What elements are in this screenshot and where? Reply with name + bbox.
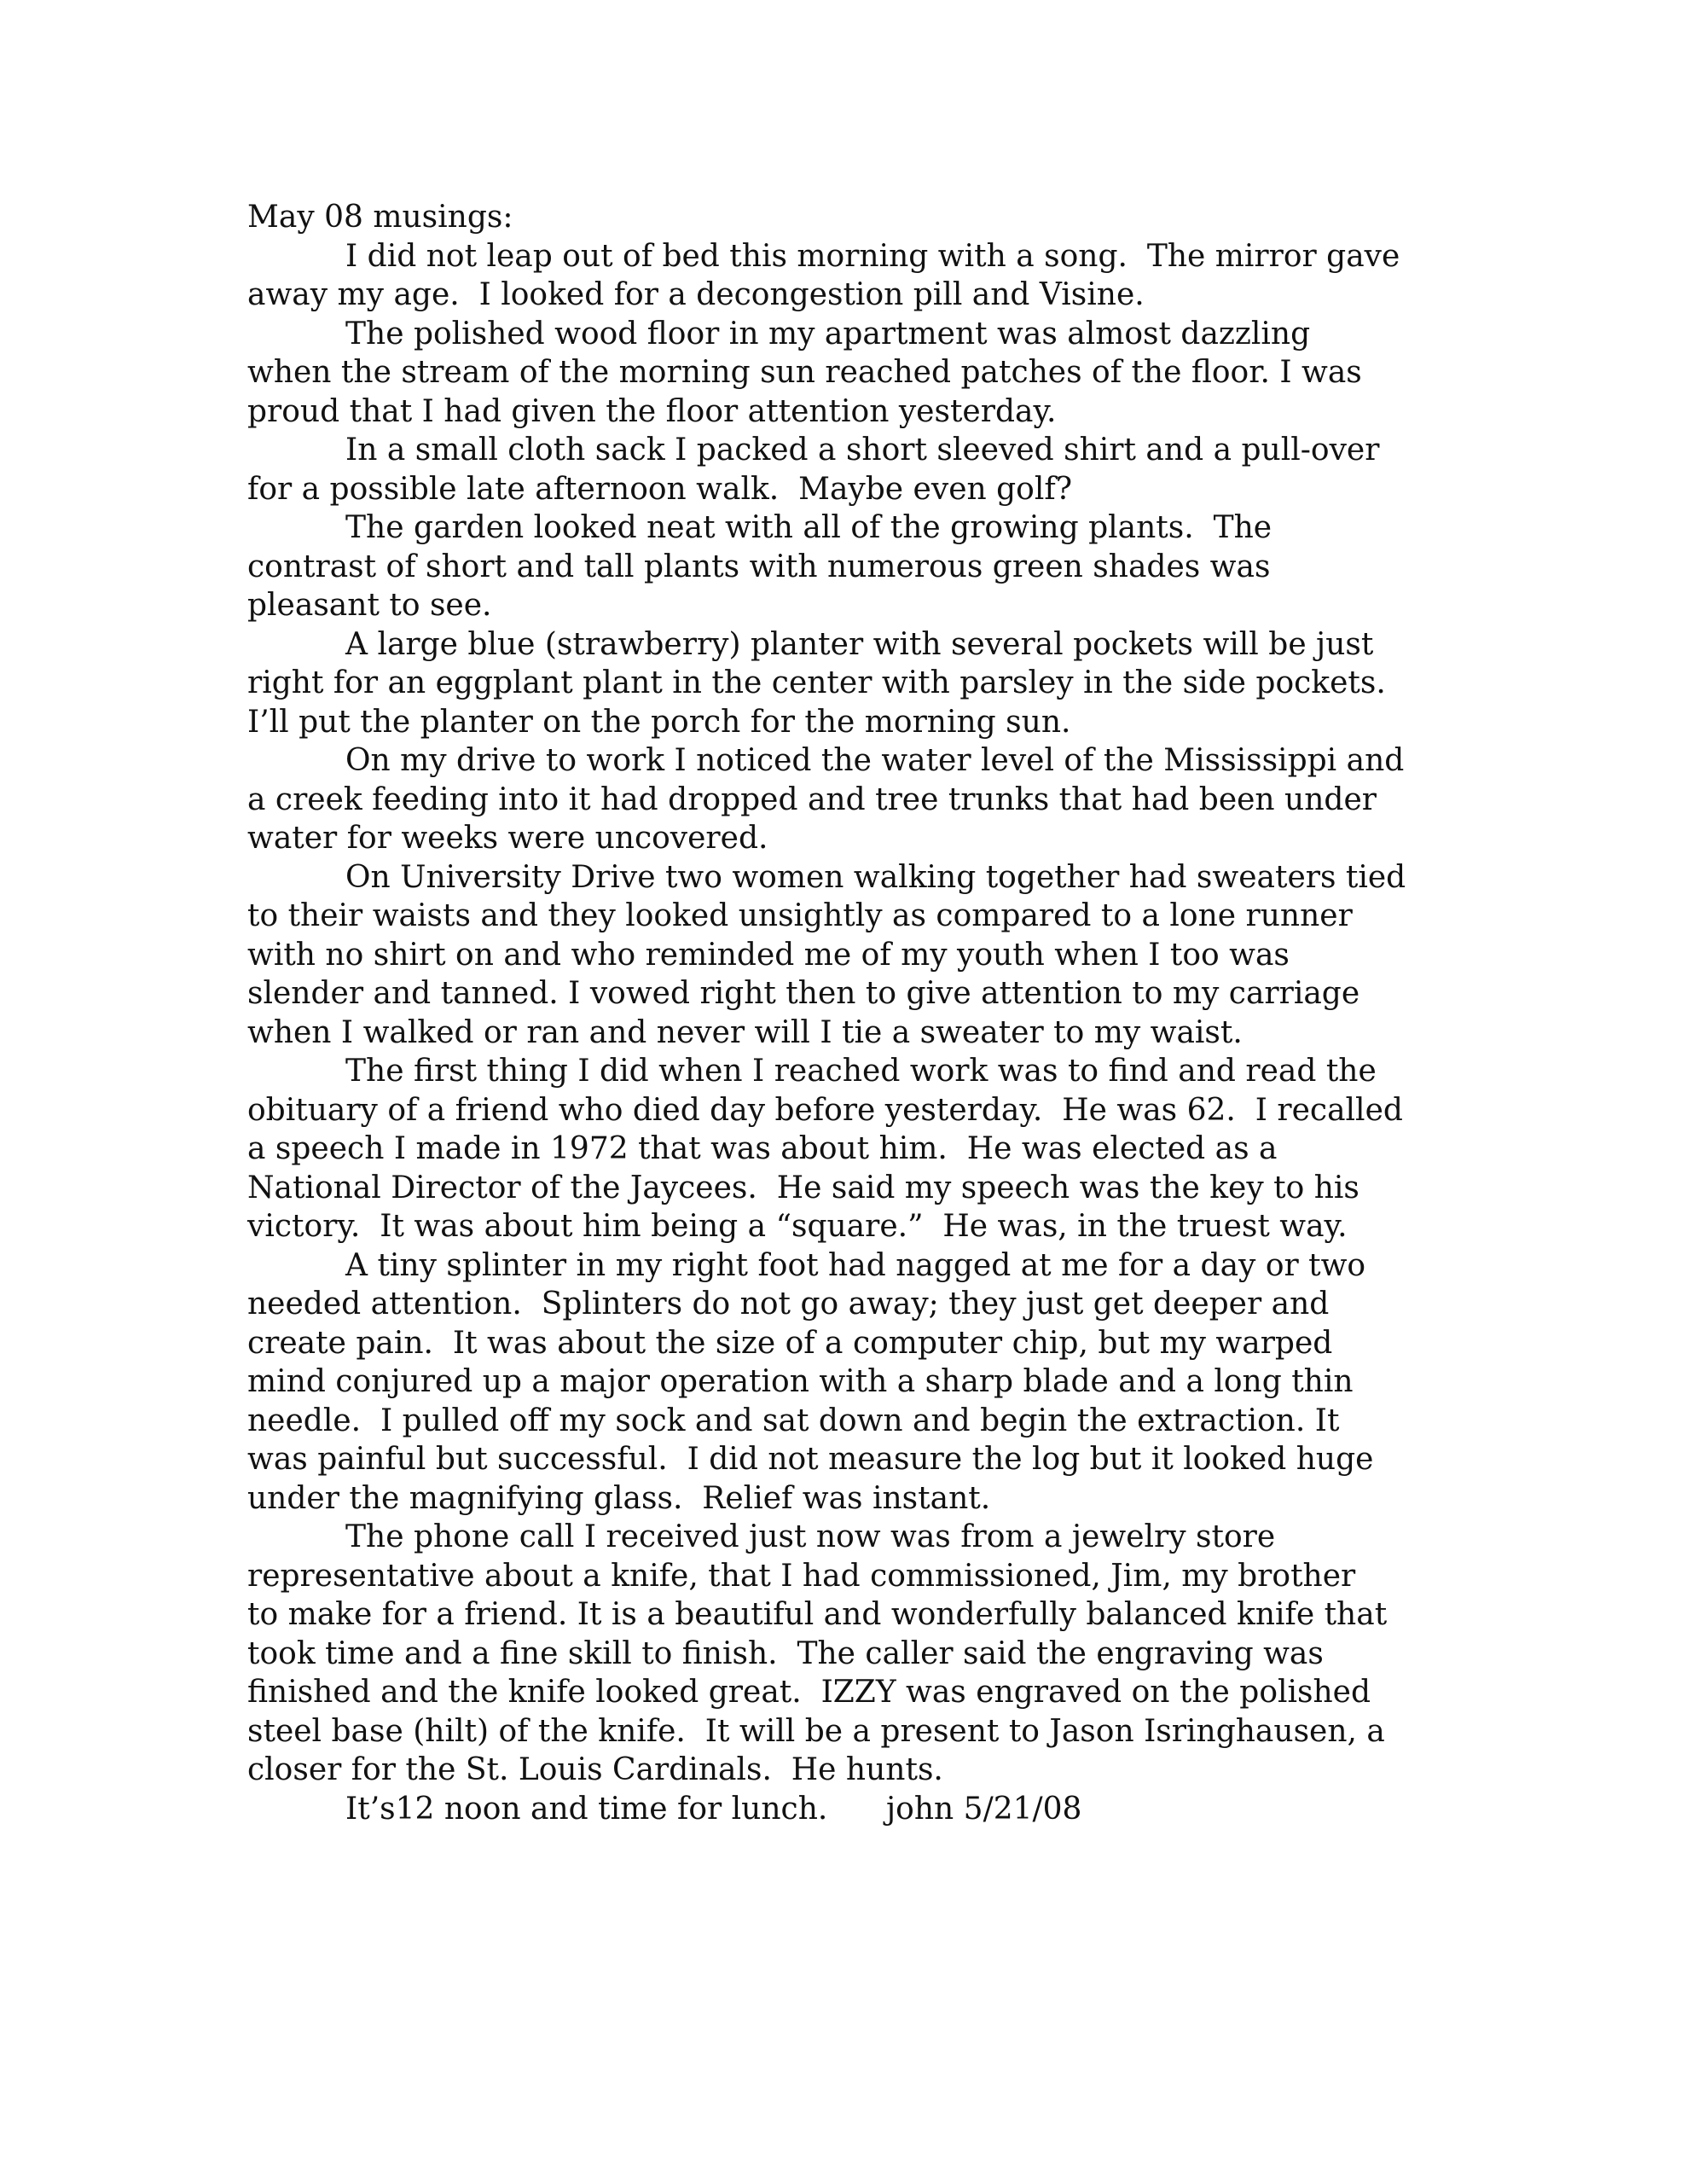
paragraph-9-line-3: create pain. It was about the size of a computer chip, but my warped [247, 1325, 1333, 1361]
paragraph-6-line-2: a creek feeding into it had dropped and tree trunks that had been under [247, 781, 1377, 817]
paragraph-9-line-7: under the magnifying glass. Relief was instant. [247, 1480, 991, 1516]
paragraph-9-line-5: needle. I pulled off my sock and sat down and begin the extraction. It [247, 1403, 1340, 1438]
paragraph-9-line-4: mind conjured up a major operation with a sharp blade and a long thin [247, 1364, 1354, 1399]
paragraph-8-line-4: National Director of the Jaycees. He said my speech was the key to his [247, 1170, 1359, 1205]
document-body [247, 198, 1458, 1828]
paragraph-8-line-3: a speech I made in 1972 that was about him. He was elected as a [247, 1131, 1278, 1166]
paragraph-4-line-2: contrast of short and tall plants with numerous green shades was [247, 549, 1271, 584]
paragraph-2-line-2: when the stream of the morning sun reached patches of the floor. I was [247, 355, 1362, 390]
paragraph-9-line-2: needed attention. Splinters do not go away; they just get deeper and [247, 1287, 1330, 1321]
paragraph-1-line-2: away my age. I looked for a decongestion pill and Visine. [247, 277, 1145, 312]
paragraph-2-line-3: proud that I had given the floor attention yesterday. [247, 393, 1057, 429]
paragraph-6-line-1: On my drive to work I noticed the water level of the Mississippi and [345, 743, 1405, 778]
paragraph-10-line-3: to make for a friend. It is a beautiful and wonderfully balanced knife that [247, 1597, 1388, 1632]
paragraph-5-line-1: A large blue (strawberry) planter with several pockets will be just [345, 626, 1374, 662]
paragraph-7-line-1: On University Drive two women walking together had sweaters tied [345, 859, 1406, 895]
paragraph-9-line-1: A tiny splinter in my right foot had nagged at me for a day or two [345, 1247, 1366, 1283]
paragraph-10-line-2: representative about a knife, that I had commissioned, Jim, my brother [247, 1558, 1356, 1594]
paragraph-4-line-3: pleasant to see. [247, 588, 492, 623]
paragraph-8-line-5: victory. It was about him being a “square.” He was, in the truest way. [247, 1209, 1348, 1244]
paragraph-4-line-1: The garden looked neat with all of the growing plants. The [345, 510, 1272, 545]
paragraph-3-line-1: In a small cloth sack I packed a short sleeved shirt and a pull-over [345, 433, 1380, 468]
paragraph-7-line-4: slender and tanned. I vowed right then to give attention to my carriage [247, 976, 1360, 1011]
paragraph-10-line-5: finished and the knife looked great. IZZY was engraved on the polished [247, 1675, 1371, 1710]
paragraph-2-line-1: The polished wood floor in my apartment was almost dazzling [345, 316, 1311, 351]
paragraph-5-line-2: right for an eggplant plant in the center with parsley in the side pockets. [247, 665, 1386, 700]
paragraph-8-line-2: obituary of a friend who died day before yesterday. He was 62. I recalled [247, 1092, 1403, 1128]
paragraph-9-line-6: was painful but successful. I did not measure the log but it looked huge [247, 1442, 1374, 1477]
paragraph-3-line-2: for a possible late afternoon walk. Maybe even golf? [247, 471, 1072, 507]
document-heading: May 08 musings: [247, 200, 513, 235]
paragraph-5-line-3: I’ll put the planter on the porch for the morning sun. [247, 704, 1071, 740]
paragraph-6-line-3: water for weeks were uncovered. [247, 821, 768, 856]
paragraph-1-line-1: I did not leap out of bed this morning with a song. The mirror gave [345, 238, 1400, 274]
paragraph-7-line-2: to their waists and they looked unsightly as compared to a lone runner [247, 898, 1353, 933]
paragraph-7-line-3: with no shirt on and who reminded me of my youth when I too was [247, 937, 1290, 973]
paragraph-10-line-1: The phone call I received just now was from a jewelry store [345, 1519, 1276, 1554]
paragraph-8-line-1: The first thing I did when I reached work was to find and read the [345, 1054, 1377, 1089]
paragraph-7-line-5: when I walked or ran and never will I tie a sweater to my waist. [247, 1014, 1243, 1050]
closing-line: It’s12 noon and time for lunch. john 5/21/08 [345, 1791, 1082, 1827]
paragraph-10-line-6: steel base (hilt) of the knife. It will be a present to Jason Isringhausen, a [247, 1713, 1385, 1749]
paragraph-10-line-4: took time and a fine skill to finish. The caller said the engraving was [247, 1635, 1324, 1671]
paragraph-10-line-7: closer for the St. Louis Cardinals. He hunts. [247, 1752, 943, 1787]
